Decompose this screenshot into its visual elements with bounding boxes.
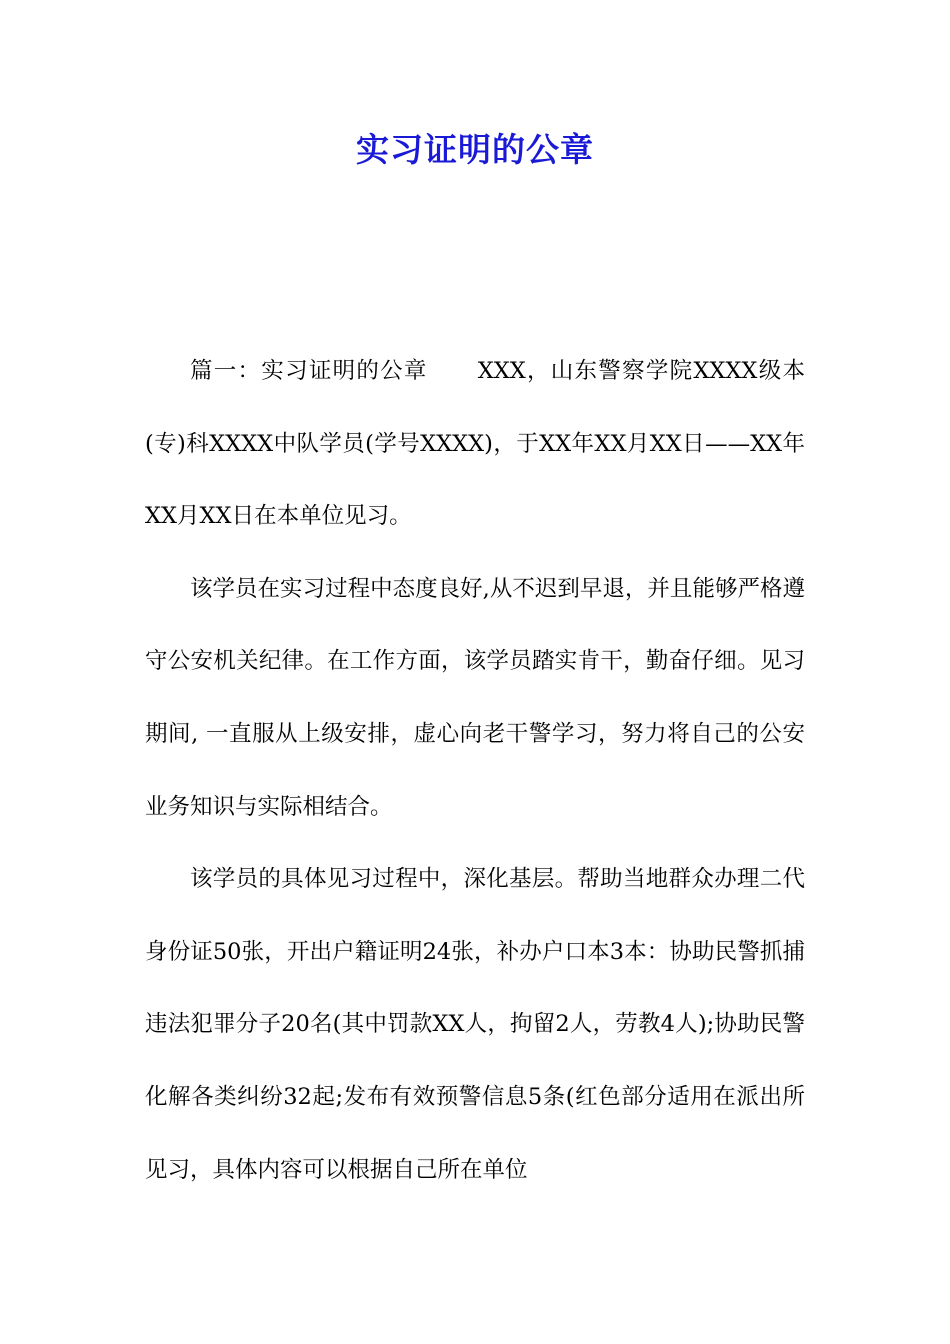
paragraph-3: 该学员的具体见习过程中，深化基层。帮助当地群众办理二代身份证50张，开出户籍证明24张，补办户口本3本：协助民警抓捕违法犯罪分子20名(其中罚款XX人，拘留2人，劳教4人);协助民警化解各类纠纷32起;发布有效预警信息5条(红色部分适用在派出所见习，具体内容可以根据自己所在单位 bbox=[145, 866, 805, 1183]
paragraph-2: 该学员在实习过程中态度良好,从不迟到早退，并且能够严格遵守公安机关纪律。在工作方面，该学员踏实肯干，勤奋仔细。见习期间, 一直服从上级安排，虚心向老干警学习，努力将自己的公安业务知识与实际相结合。 bbox=[145, 575, 805, 820]
paragraph-1-heading: 篇一：实习证明的公章 bbox=[190, 358, 428, 384]
document-body bbox=[145, 335, 805, 1206]
document-title: 实习证明的公章 bbox=[356, 130, 594, 169]
paragraph-1 bbox=[145, 335, 805, 553]
paragraph-1-text: XXX，山东警察学院XXXX级本(专)科XXXX中队学员(学号XXXX)，于XX年XX月XX日——XX年XX月XX日在本单位见习。 bbox=[145, 358, 805, 530]
